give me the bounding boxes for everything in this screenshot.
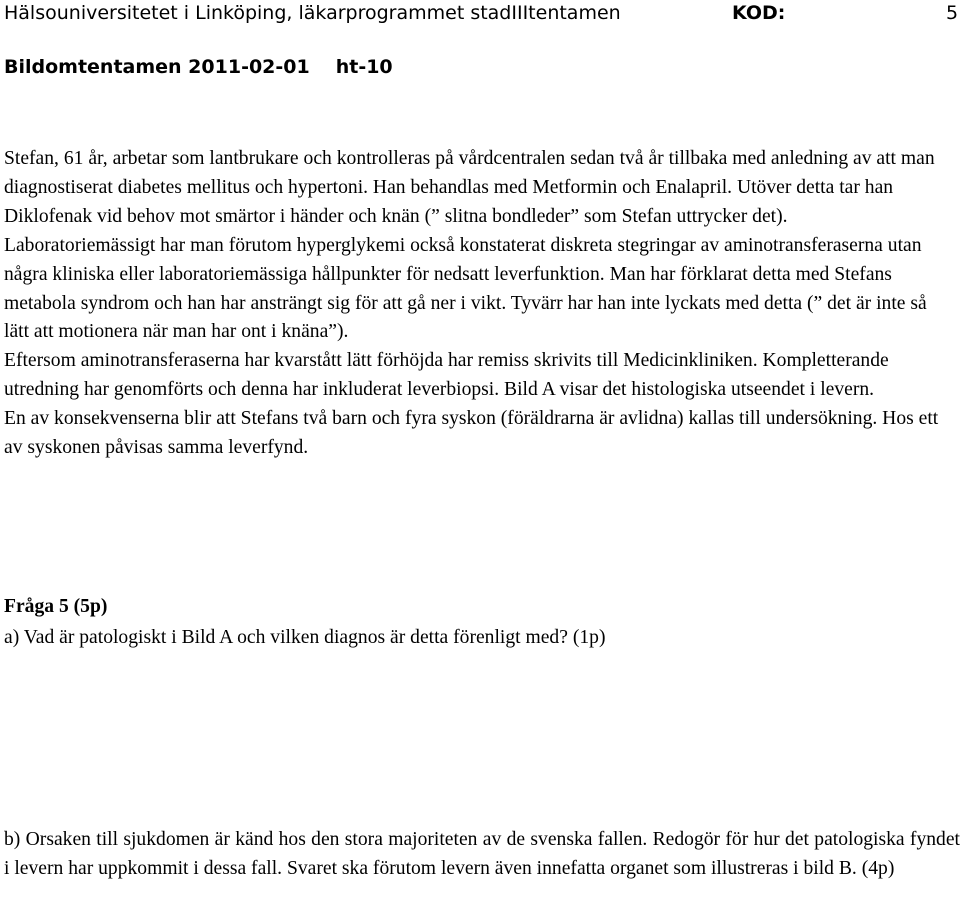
exam-line bbox=[4, 55, 393, 79]
exam-name: Bildomtentamen 2011-02-01 bbox=[4, 56, 310, 78]
case-paragraph-3: Eftersom aminotransferaserna har kvarstått lätt förhöjda har remiss skrivits till Medicinkliniken. Kompletterande utredning har genomförts och denna har inkluderat leverbiopsi. Bild A visar det histologiska utseendet i levern. bbox=[4, 350, 889, 401]
question-heading: Fråga 5 (5p) bbox=[4, 596, 108, 617]
case-paragraph-4: En av konsekvenserna blir att Stefans två barn och fyra syskon (föräldrarna är avlidna) kallas till undersökning. Hos ett av syskonen påvisas samma leverfynd. bbox=[4, 408, 939, 459]
term-label: ht-10 bbox=[335, 56, 393, 78]
header-title: Hälsouniversitetet i Linköping, läkarprogrammet stadIIItentamen bbox=[4, 2, 621, 24]
question-a: a) Vad är patologiskt i Bild A och vilken diagnos är detta förenligt med? (1p) bbox=[4, 627, 606, 648]
case-description bbox=[4, 145, 954, 463]
question-b: b) Orsaken till sjukdomen är känd hos den stora majoriteten av de svenska fallen. Redogör för hur det patologiska fyndet i levern har uppkommit i dessa fall. Svaret ska förutom levern även innefatta organet som illustreras i bild B. (4p) bbox=[4, 829, 960, 879]
kod-label: KOD: bbox=[732, 2, 786, 24]
case-paragraph-1: Stefan, 61 år, arbetar som lantbrukare och kontrolleras på vårdcentralen sedan två år tillbaka med anledning av att man diagnostiserat diabetes mellitus och hypertoni. Han behandlas med Metformin och Enalapril. Utöver detta tar han Diklofenak vid behov mot smärtor i händer och knän (” slitna bondleder” som Stefan uttrycker det). bbox=[4, 148, 935, 227]
case-paragraph-2: Laboratoriemässigt har man förutom hyperglykemi också konstaterat diskreta stegringar av aminotransferaserna utan några kliniska eller laboratoriemässiga hållpunkter för nedsatt leverfunktion. Man har förklarat detta med Stefans metabola syndrom och han har ansträngt sig för att gå ner i vikt. Tyvärr har han inte lyckats med detta (” det är inte så lätt att motionera när man har ont i knäna”). bbox=[4, 234, 927, 343]
page-number: 5 bbox=[946, 2, 959, 24]
